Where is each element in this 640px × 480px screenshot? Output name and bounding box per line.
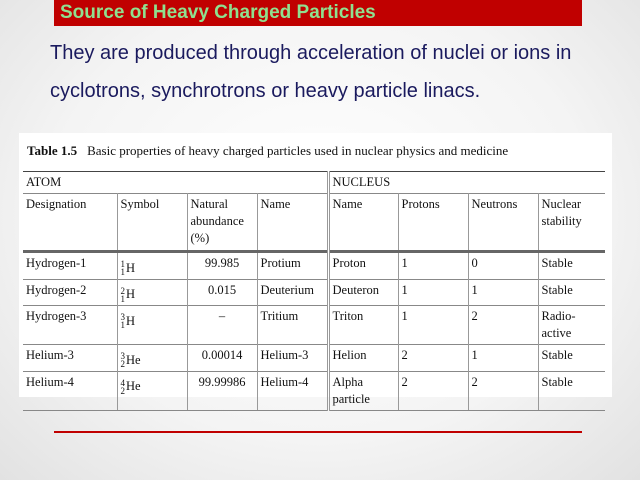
nucleus-name-cell: Helion <box>328 345 398 372</box>
column-header: Name <box>257 194 328 252</box>
atom-name-cell: Protium <box>257 252 328 280</box>
abundance-cell: 0.015 <box>187 279 257 306</box>
nuclide-symbol <box>121 378 141 395</box>
nuclide-symbol <box>121 352 141 369</box>
stability-cell: Stable <box>538 345 605 372</box>
nuclide-symbol <box>121 313 136 330</box>
column-header: Name <box>328 194 398 252</box>
table-row <box>23 345 605 372</box>
neutrons-cell: 2 <box>468 371 538 410</box>
table-row <box>23 279 605 306</box>
symbol-cell <box>117 306 187 345</box>
stability-cell: Radio-active <box>538 306 605 345</box>
title-bar <box>54 0 582 26</box>
group-atom: ATOM <box>23 172 328 194</box>
slide-title: Source of Heavy Charged Particles <box>60 2 376 23</box>
footer-rule <box>54 431 582 433</box>
table-caption-label: Table 1.5 <box>27 143 78 158</box>
atomic-number: 1 <box>120 293 125 304</box>
mass-number: 3 <box>120 312 125 322</box>
protons-cell: 1 <box>398 306 468 345</box>
designation-cell: Hydrogen-1 <box>23 252 117 280</box>
atomic-number: 2 <box>120 385 125 396</box>
abundance-cell: 99.985 <box>187 252 257 280</box>
atom-name-cell: Deuterium <box>257 279 328 306</box>
stability-cell: Stable <box>538 252 605 280</box>
element-symbol: He <box>126 379 141 393</box>
protons-cell: 2 <box>398 345 468 372</box>
symbol-cell <box>117 252 187 280</box>
element-symbol: H <box>126 287 136 301</box>
atom-name-cell: Tritium <box>257 306 328 345</box>
designation-cell: Helium-4 <box>23 371 117 410</box>
nucleus-name-cell: Deuteron <box>328 279 398 306</box>
protons-cell: 1 <box>398 279 468 306</box>
protons-cell: 1 <box>398 252 468 280</box>
designation-cell: Helium-3 <box>23 345 117 372</box>
mass-number: 3 <box>120 351 125 361</box>
group-header-row <box>23 172 605 194</box>
nuclide-symbol <box>121 260 136 277</box>
stability-cell: Stable <box>538 279 605 306</box>
abundance-cell: 0.00014 <box>187 345 257 372</box>
mass-number: 2 <box>120 285 125 296</box>
atomic-number: 2 <box>120 359 125 369</box>
nuclide-symbol <box>121 286 136 303</box>
group-nucleus: NUCLEUS <box>328 172 605 194</box>
atom-name-cell: Helium-3 <box>257 345 328 372</box>
column-header: Designation <box>23 194 117 252</box>
mass-number: 4 <box>120 377 125 388</box>
table-caption-text: Basic properties of heavy charged particles used in nuclear physics and medicine <box>87 143 509 158</box>
slide-body-text: They are produced through acceleration of nuclei or ions in cyclotrons, synchrotrons or heavy particle linacs. <box>50 42 572 102</box>
atom-name-cell: Helium-4 <box>257 371 328 410</box>
atomic-number: 1 <box>120 320 125 330</box>
symbol-cell <box>117 345 187 372</box>
neutrons-cell: 1 <box>468 345 538 372</box>
nucleus-name-cell: Proton <box>328 252 398 280</box>
element-symbol: He <box>126 352 141 367</box>
mass-number: 1 <box>120 259 125 269</box>
table-caption <box>27 143 508 159</box>
neutrons-cell: 2 <box>468 306 538 345</box>
table-panel <box>19 133 612 406</box>
stability-cell: Stable <box>538 371 605 410</box>
designation-cell: Hydrogen-3 <box>23 306 117 345</box>
column-header: Natural abundance (%) <box>187 194 257 252</box>
column-header-row <box>23 194 605 252</box>
nucleus-name-cell: Triton <box>328 306 398 345</box>
abundance-cell: – <box>187 306 257 345</box>
symbol-cell <box>117 279 187 306</box>
table-row <box>23 252 605 280</box>
atomic-number: 1 <box>120 267 125 277</box>
neutrons-cell: 0 <box>468 252 538 280</box>
nucleus-name-cell: Alpha particle <box>328 371 398 410</box>
column-header: Symbol <box>117 194 187 252</box>
nuclide-numbers <box>121 287 126 303</box>
nuclide-numbers <box>121 313 126 329</box>
neutrons-cell: 1 <box>468 279 538 306</box>
nuclide-numbers <box>121 260 126 276</box>
nuclide-numbers <box>121 352 126 368</box>
table-row <box>23 371 605 410</box>
nuclide-numbers <box>121 379 126 395</box>
table-row <box>23 306 605 345</box>
properties-table <box>23 171 605 411</box>
column-header: Nuclear stability <box>538 194 605 252</box>
element-symbol: H <box>126 260 136 275</box>
column-header: Neutrons <box>468 194 538 252</box>
column-header: Protons <box>398 194 468 252</box>
abundance-cell: 99.99986 <box>187 371 257 410</box>
designation-cell: Hydrogen-2 <box>23 279 117 306</box>
element-symbol: H <box>126 313 136 328</box>
symbol-cell <box>117 371 187 410</box>
protons-cell: 2 <box>398 371 468 410</box>
